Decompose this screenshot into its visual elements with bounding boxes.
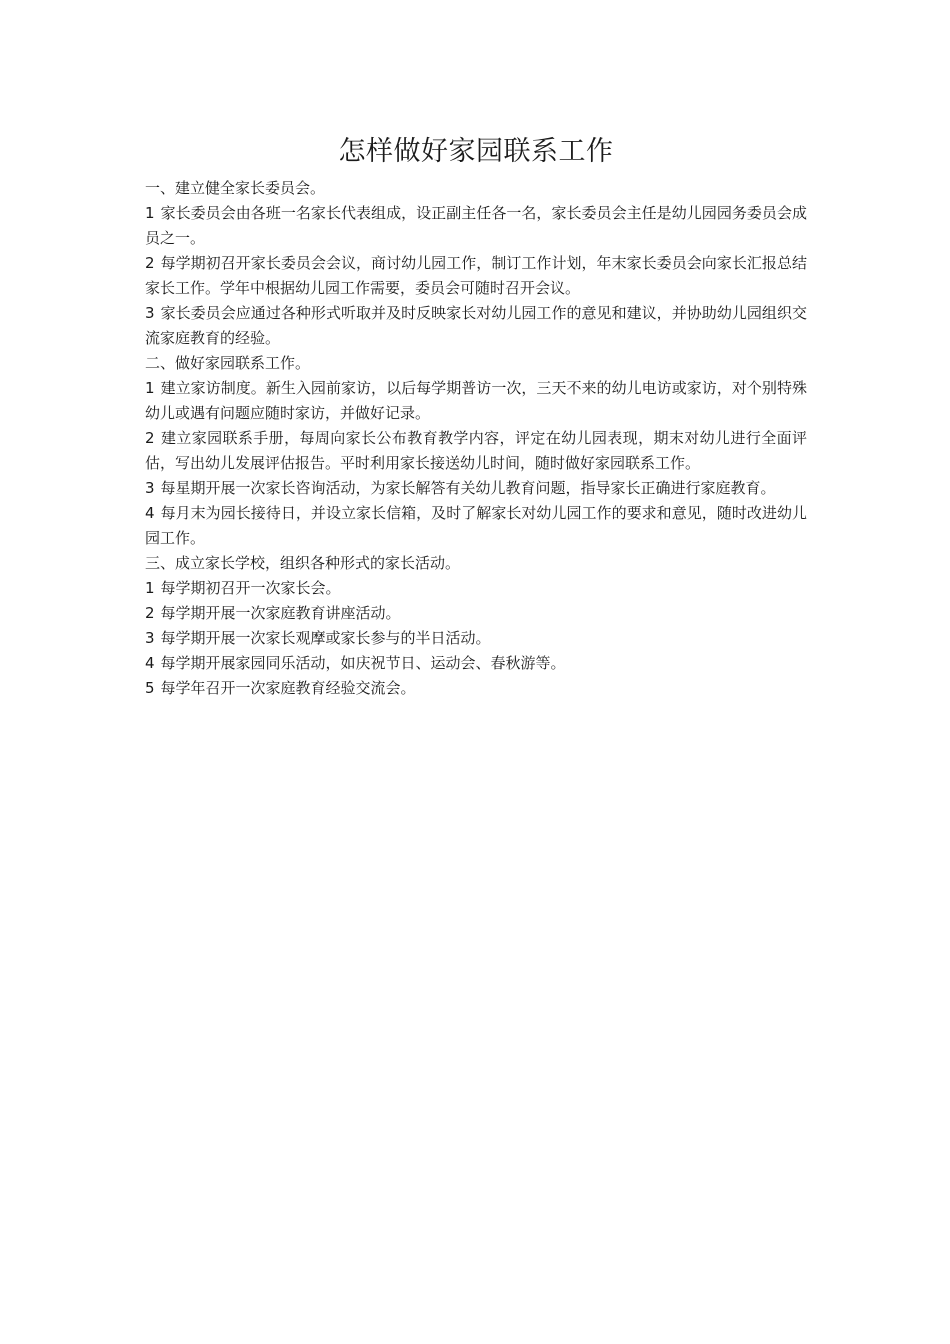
item-number: 2	[145, 254, 155, 272]
item-text: 建立家访制度。新生入园前家访，以后每学期普访一次，三天不来的幼儿电访或家访，对个别特殊幼儿或遇有问题应随时家访，并做好记录。	[145, 379, 807, 422]
item-number: 4	[145, 504, 155, 522]
item-number: 1	[145, 579, 155, 597]
item-text: 每月末为园长接待日，并设立家长信箱，及时了解家长对幼儿园工作的要求和意见，随时改进幼儿园工作。	[145, 504, 807, 547]
item-text: 每学期初召开家长委员会会议，商讨幼儿园工作，制订工作计划，年末家长委员会向家长汇报总结家长工作。学年中根据幼儿园工作需要，委员会可随时召开会议。	[145, 254, 807, 297]
item-text: 每星期开展一次家长咨询活动，为家长解答有关幼儿教育问题，指导家长正确进行家庭教育。	[160, 479, 776, 497]
item-text: 每学年召开一次家庭教育经验交流会。	[160, 679, 416, 697]
document-title: 怎样做好家园联系工作	[338, 136, 614, 167]
list-item	[145, 251, 807, 301]
list-item	[145, 626, 807, 651]
item-number: 3	[145, 479, 155, 497]
list-item	[145, 376, 807, 426]
section-heading: 一、建立健全家长委员会。	[145, 179, 326, 197]
item-number: 2	[145, 604, 155, 622]
item-number: 1	[145, 379, 155, 397]
list-item	[145, 426, 807, 476]
document-body	[145, 132, 807, 701]
item-text: 每学期初召开一次家长会。	[160, 579, 341, 597]
list-item	[145, 601, 807, 626]
list-item	[145, 501, 807, 551]
item-number: 3	[145, 629, 155, 647]
item-number: 5	[145, 679, 155, 697]
item-number: 2	[145, 429, 155, 447]
item-number: 4	[145, 654, 155, 672]
list-item	[145, 201, 807, 251]
section-heading: 三、成立家长学校，组织各种形式的家长活动。	[145, 554, 461, 572]
item-text: 家长委员会应通过各种形式听取并及时反映家长对幼儿园工作的意见和建议，并协助幼儿园组织交流家庭教育的经验。	[145, 304, 807, 347]
item-number: 3	[145, 304, 155, 322]
list-item	[145, 301, 807, 351]
item-text: 家长委员会由各班一名家长代表组成，设正副主任各一名，家长委员会主任是幼儿园园务委员会成员之一。	[145, 204, 807, 247]
item-number: 1	[145, 204, 155, 222]
list-item	[145, 651, 807, 676]
item-text: 每学期开展一次家庭教育讲座活动。	[160, 604, 401, 622]
item-text: 每学期开展家园同乐活动，如庆祝节日、运动会、春秋游等。	[160, 654, 566, 672]
item-text: 建立家园联系手册，每周向家长公布教育教学内容，评定在幼儿园表现，期末对幼儿进行全面评估，写出幼儿发展评估报告。平时利用家长接送幼儿时间，随时做好家园联系工作。	[145, 429, 807, 472]
list-item	[145, 676, 807, 701]
section-heading: 二、做好家园联系工作。	[145, 354, 311, 372]
list-item	[145, 576, 807, 601]
item-text: 每学期开展一次家长观摩或家长参与的半日活动。	[160, 629, 491, 647]
list-item	[145, 476, 807, 501]
